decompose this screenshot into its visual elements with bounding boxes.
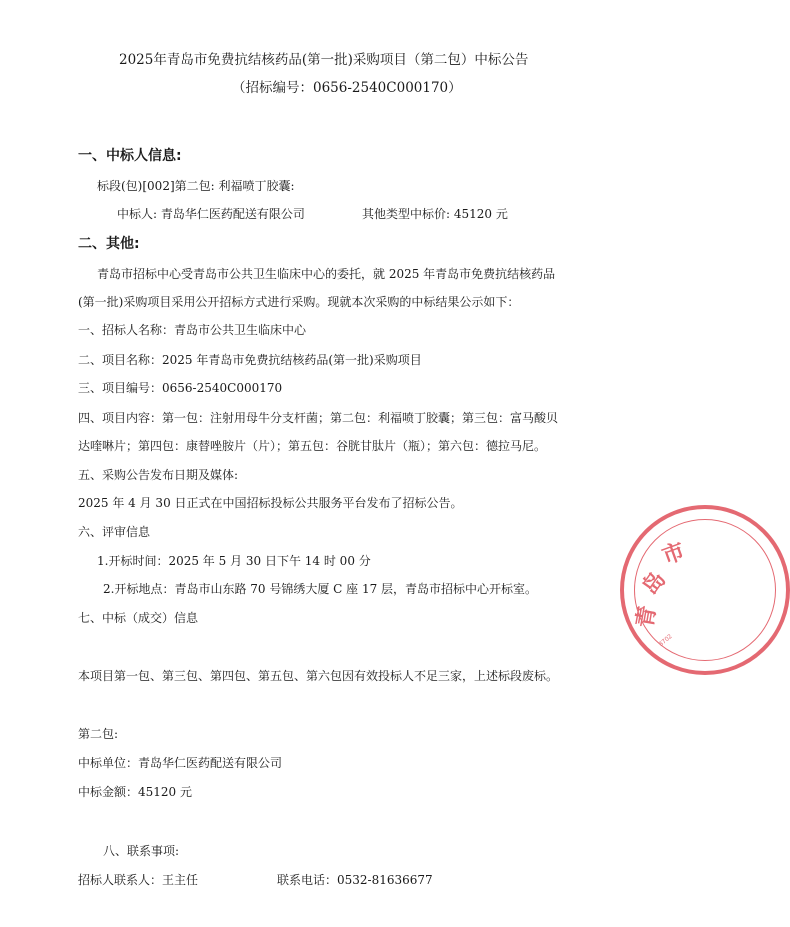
title-line2: （招标编号：0656-2540C000170） [232, 80, 462, 96]
winner-line: 中标人: 青岛华仁医药配送有限公司 [117, 207, 305, 221]
seal-char: 岛 [638, 567, 672, 600]
intro-line2: (第一批)采购项目采用公开招标方式进行采购。现就本次采购的中标结果公示如下： [78, 295, 520, 309]
item4-line2: 达喹啉片；第四包：康替唑胺片（片）；第五包：谷胱甘肽片（瓶）；第六包：德拉马尼。 [78, 439, 547, 453]
section1-heading: 一、中标人信息: [78, 148, 182, 164]
item8: 八、联系事项: [103, 844, 180, 858]
lot2-label: 第二包: [78, 727, 119, 741]
lot-line: 标段(包)[002]第二包: 利福喷丁胶囊: [97, 179, 295, 193]
item5: 五、采购公告发布日期及媒体: [78, 468, 239, 482]
seal-char: 青 [632, 603, 662, 630]
item7: 七、中标（成交）信息 [78, 611, 199, 625]
contact-person: 招标人联系人：王主任 [78, 873, 199, 887]
item1: 一、招标人名称：青岛市公共卫生临床中心 [78, 323, 307, 337]
item3: 三、项目编号：0656-2540C000170 [78, 381, 283, 395]
intro-line1: 青岛市招标中心受青岛市公共卫生临床中心的委托，就 2025 年青岛市免费抗结核药品 [97, 267, 556, 281]
item4-line1: 四、项目内容：第一包：注射用母牛分支杆菌；第二包：利福喷丁胶囊；第三包：富马酸贝 [78, 411, 559, 425]
title-line1: 2025年青岛市免费抗结核药品(第一批)采购项目（第二包）中标公告 [119, 52, 529, 68]
section2-heading: 二、其他: [78, 236, 140, 252]
contact-phone: 联系电话：0532-81636677 [277, 873, 433, 887]
item6: 六、评审信息 [78, 525, 151, 539]
item6-place: 2.开标地点：青岛市山东路 70 号锦绣大厦 C 座 17 层，青岛市招标中心开标室。 [103, 582, 538, 596]
winner-amount: 中标金额：45120 元 [78, 785, 192, 799]
item7-detail: 本项目第一包、第三包、第四包、第五包、第六包因有效投标人不足三家，上述标段废标。 [78, 669, 559, 683]
item6-time: 1.开标时间：2025 年 5 月 30 日下午 14 时 00 分 [97, 554, 371, 568]
official-seal-stamp [620, 505, 790, 675]
price-line: 其他类型中标价: 45120 元 [362, 207, 508, 221]
winner-unit: 中标单位：青岛华仁医药配送有限公司 [78, 756, 283, 770]
seal-digits: 3702 [657, 632, 674, 649]
seal-char: 市 [659, 538, 689, 570]
item5-detail: 2025 年 4 月 30 日正式在中国招标投标公共服务平台发布了招标公告。 [78, 496, 463, 510]
item2: 二、项目名称：2025 年青岛市免费抗结核药品(第一批)采购项目 [78, 353, 422, 367]
